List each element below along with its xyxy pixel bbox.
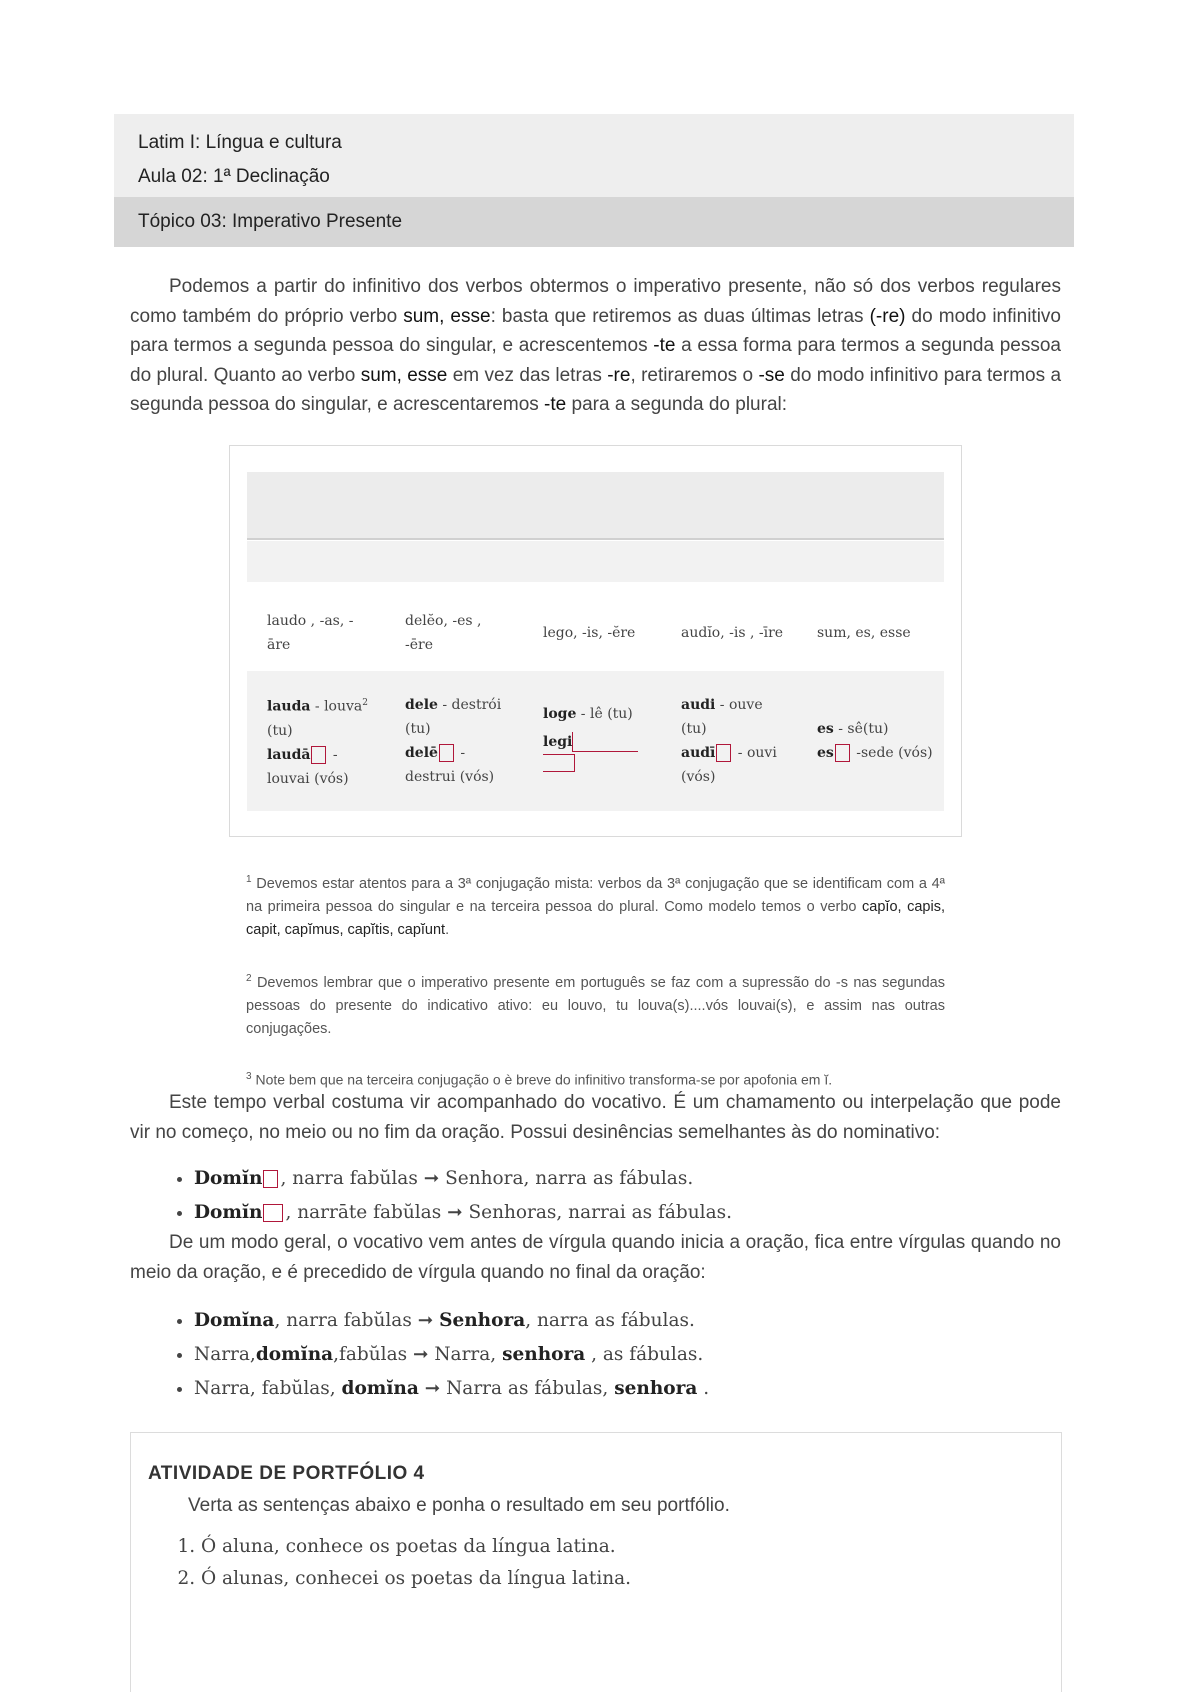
missing-glyph-box xyxy=(263,1204,283,1222)
portfolio-list xyxy=(179,1531,631,1595)
list-item: • Domĭn , narrāte fabŭlas ➞ Senhoras, narrai as fábulas. xyxy=(194,1196,732,1230)
table-header xyxy=(247,472,944,540)
imperative-row xyxy=(247,671,944,811)
table-cell: laudo , -as, - āre xyxy=(267,613,354,653)
list-item: • Narra,domĭna,fabŭlas ➞ Narra, senhora , as fábulas. xyxy=(194,1338,709,1372)
vocative-paragraph: Este tempo verbal costuma vir acompanhado do vocativo. É um chamamento ou interpelação que pode vir no começo, no meio ou no fim da oração. Possui desinências semelhantes às do nominativo: xyxy=(130,1092,1061,1143)
list-item: • Narra, fabŭlas, domĭna ➞ Narra as fábulas, senhora . xyxy=(194,1372,709,1406)
missing-glyph-box xyxy=(835,744,850,762)
table-cell: dele - destrói (tu) delē - destrui (vós) xyxy=(405,697,502,785)
course-header xyxy=(114,114,1074,204)
list-item: 1. Ó aluna, conhece os poetas da língua latina. xyxy=(201,1531,631,1563)
list-item: • Domĭn , narra fabŭlas ➞ Senhora, narra as fábulas. xyxy=(194,1162,732,1196)
table-cell: es - sê(tu) es -sede (vós) xyxy=(817,721,933,761)
portfolio-activity-box xyxy=(130,1432,1062,1692)
table-cell: lauda - louva$^2$ (tu) laudā - louvai (vós) xyxy=(267,698,368,787)
infinitive-row xyxy=(247,598,944,668)
missing-glyph-box xyxy=(311,746,326,764)
footnote-3: $^3$ Note bem que na terceira conjugação o è breve do infinitivo transforma-se por apofonia em ĭ. xyxy=(246,1071,833,1088)
table-cell: loge - lê (tu) legi xyxy=(543,671,673,811)
list-item: 2. Ó alunas, conhecei os poetas da língua latina. xyxy=(201,1563,631,1595)
vocative-examples-1 xyxy=(168,1162,732,1230)
course-title: Latim I: Língua e cultura xyxy=(138,132,342,153)
portfolio-intro: Verta as sentenças abaixo e ponha o resultado em seu portfólio. xyxy=(188,1495,730,1516)
table-cell: audĭo, -is , -īre xyxy=(681,625,784,641)
missing-glyph-box xyxy=(263,1170,278,1188)
table-cell: sum, es, esse xyxy=(817,625,911,641)
missing-glyph-box xyxy=(716,744,731,762)
position-paragraph: De um modo geral, o vocativo vem antes de vírgula quando inicia a oração, fica entre vírgulas quando no meio da oração, e é precedido de vírgula quando no final da oração: xyxy=(130,1232,1061,1283)
missing-glyph-box xyxy=(439,744,454,762)
intro-paragraph: Podemos a partir do infinitivo dos verbos obtermos o imperativo presente, não só dos verbos regulares como também do próprio verbo sum, esse: basta que retiremos as duas últimas letras (-re) do modo infinitivo para termos a segunda pessoa do singular, e acrescentemos -te a essa forma para termos a segunda pessoa do plural. Quanto ao verbo sum, esse em vez das letras -re, retiraremos o -se do modo infinitivo para termos a segunda pessoa do singular, e acrescentaremos -te para a segunda do plural: xyxy=(130,276,1062,415)
table-cell: audi - ouve (tu) audī - ouvi (vós) xyxy=(681,697,777,785)
vocative-examples-2 xyxy=(168,1304,709,1406)
list-item: • Domĭna, narra fabŭlas ➞ Senhora, narra as fábulas. xyxy=(194,1304,709,1338)
missing-glyph-box xyxy=(572,732,638,752)
table-cell: lego, -is, -ĕre xyxy=(543,625,636,641)
conjugation-table xyxy=(229,445,962,837)
topic-title: Tópico 03: Imperativo Presente xyxy=(114,197,1074,247)
table-cell: delĕo, -es , -ēre xyxy=(405,613,482,653)
missing-glyph-box xyxy=(543,754,575,772)
footnote-2: $^2$ Devemos lembrar que o imperativo presente em português se faz com a supressão do -s nas segundas pessoas do presente do indicativo ativo: eu louvo, tu louva(s)....vós louvai(s), e assim nas outras conjugações. xyxy=(246,973,945,1037)
footnote-1: $^1$ Devemos estar atentos para a 3ª conjugação mista: verbos da 3ª conjugação que se identificam com a 4ª na primeira pessoa do singular e na terceira pessoa do plural. Como modelo temos o verbo capĭo, capis, capit, capĭmus, capĭtis, capĭunt. xyxy=(246,874,945,938)
portfolio-title: ATIVIDADE DE PORTFÓLIO 4 xyxy=(148,1463,425,1484)
lesson-title: Aula 02: 1ª Declinação xyxy=(138,166,330,187)
table-subheader xyxy=(247,541,944,582)
